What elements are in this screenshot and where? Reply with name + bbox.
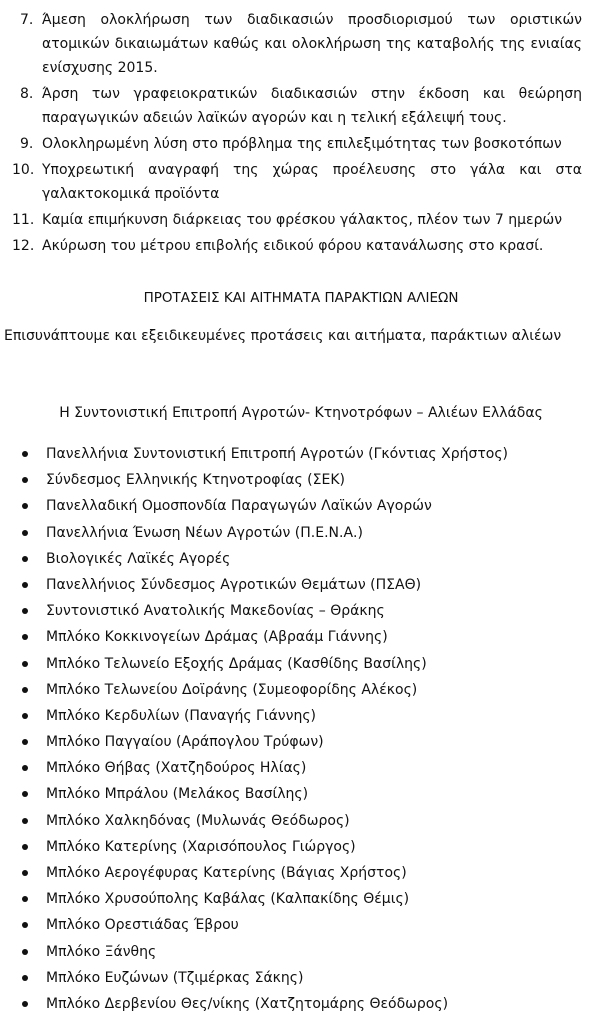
member-item — [0, 784, 602, 810]
bullet-icon — [22, 922, 28, 928]
bullet-icon — [22, 765, 28, 771]
item-text: Υποχρεωτική αναγραφή της χώρας προέλευσης στο γάλα και στα γαλακτοκομικά προϊόντα — [42, 162, 582, 202]
item-text: Άμεση ολοκλήρωση των διαδικασιών προσδιορισμού των οριστικών ατομικών δικαιωμάτων καθώς και ολοκλήρωση της καταβολής της ενιαίας ενίσχυσης 2015. — [42, 12, 582, 76]
member-item — [0, 968, 602, 994]
member-name: Σύνδεσμος Ελληνικής Κτηνοτροφίας (ΣΕΚ) — [46, 472, 345, 489]
member-name: Μπλόκο Χαλκηδόνας (Μυλωνάς Θεόδωρος) — [46, 812, 350, 829]
member-name: Μπλόκο Ορεστιάδας Έβρου — [46, 917, 239, 934]
member-name: Πανελλαδική Ομοσπονδία Παραγωγών Λαϊκών Αγορών — [46, 498, 432, 515]
item-number: 9. — [20, 136, 34, 152]
member-name: Μπλόκο Δερβενίου Θες/νίκης (Χατζητομάρης Θεόδωρος) — [46, 995, 449, 1012]
bullet-icon — [22, 634, 28, 640]
member-item — [0, 811, 602, 837]
item-text: Ολοκληρωμένη λύση στο πρόβλημα της επιλεξιμότητας των βοσκοτόπων — [42, 136, 562, 152]
member-name: Μπλόκο Τελωνείο Εξοχής Δράμας (Κασθίδης Βασίλης) — [46, 655, 427, 672]
member-name: Μπλόκο Αερογέφυρας Κατερίνης (Βάγιας Χρήστος) — [46, 865, 407, 881]
item-text: Άρση των γραφειοκρατικών διαδικασιών στην έκδοση και θεώρηση παραγωγικών αδειών λαϊκών αγορών και η τελική εξάλειψή τους. — [42, 86, 582, 126]
member-name: Πανελλήνια Συντονιστική Επιτροπή Αγροτών (Γκόντιας Χρήστος) — [46, 446, 508, 462]
bullet-icon — [22, 739, 28, 745]
item-text: Ακύρωση του μέτρου επιβολής ειδικού φόρου κατανάλωσης στο κρασί. — [42, 238, 544, 254]
member-name: Μπλόκο Χρυσούπολης Καβάλας (Καλπακίδης Θέμις) — [46, 891, 410, 908]
member-name: Μπλόκο Κερδυλίων (Παναγής Γιάννης) — [46, 707, 316, 724]
bullet-icon — [22, 1001, 28, 1007]
member-item — [0, 994, 602, 1020]
bullet-icon — [22, 713, 28, 719]
bullet-icon — [22, 661, 28, 667]
member-name: Συντονιστικό Ανατολικής Μακεδονίας – Θράκης — [46, 603, 385, 620]
bullet-icon — [22, 530, 28, 536]
bullet-icon — [22, 503, 28, 509]
member-name: Μπλόκο Κατερίνης (Χαρισόπουλος Γιώργος) — [46, 838, 356, 855]
bullet-icon — [22, 582, 28, 588]
list-item — [0, 208, 602, 232]
bullet-icon — [22, 844, 28, 850]
member-item — [0, 706, 602, 732]
member-item — [0, 549, 602, 575]
bullet-icon — [22, 975, 28, 981]
list-item — [0, 234, 602, 258]
member-name: Μπλόκο Κοκκινογείων Δράμας (Αβραάμ Γιάννης) — [46, 629, 388, 646]
item-number: 12. — [12, 238, 35, 254]
bullet-icon — [22, 818, 28, 824]
member-name: Μπλόκο Ευζώνων (Τζιμέρκας Σάκης) — [46, 969, 304, 986]
member-name: Μπλόκο Μπράλου (Μελάκος Βασίλης) — [46, 786, 309, 803]
member-name: Μπλόκο Θήβας (Χατζηδούρος Ηλίας) — [46, 760, 307, 777]
bullet-icon — [22, 870, 28, 876]
member-item — [0, 837, 602, 863]
member-name: Βιολογικές Λαϊκές Αγορές — [46, 550, 231, 567]
member-item — [0, 732, 602, 758]
bullet-icon — [22, 791, 28, 797]
member-name: Μπλόκο Τελωνείου Δοϊράνης (Συμεοφορίδης Αλέκος) — [46, 681, 418, 698]
member-item — [0, 523, 602, 549]
item-number: 7. — [20, 12, 34, 28]
member-name: Πανελλήνια Ένωση Νέων Αγροτών (Π.Ε.Ν.Α.) — [46, 524, 363, 541]
list-item — [0, 8, 602, 80]
demands-list — [0, 8, 602, 260]
member-name: Μπλόκο Παγγαίου (Αράπογλου Τρύφων) — [46, 734, 324, 751]
item-number: 11. — [12, 212, 35, 228]
member-item — [0, 680, 602, 706]
item-text: Καμία επιμήκυνση διάρκειας του φρέσκου γάλακτος, πλέον των 7 ημερών — [42, 212, 563, 228]
list-item — [0, 132, 602, 156]
bullet-icon — [22, 451, 28, 457]
committee-title: Η Συντονιστική Επιτροπή Αγροτών- Κτηνοτρόφων – Αλιέων Ελλάδας — [59, 405, 543, 421]
member-item — [0, 889, 602, 915]
members-list — [0, 444, 602, 1020]
member-item — [0, 496, 602, 522]
bullet-icon — [22, 608, 28, 614]
list-item — [0, 82, 602, 130]
section-heading: ΠΡΟΤΑΣΕΙΣ ΚΑΙ ΑΙΤΗΜΑΤΑ ΠΑΡΑΚΤΙΩΝ ΑΛΙΕΩΝ — [143, 290, 459, 306]
intro-text: Επισυνάπτουμε και εξειδικευμένες προτάσεις και αιτήματα, παράκτιων αλιέων — [4, 328, 562, 344]
bullet-icon — [22, 556, 28, 562]
member-name: Μπλόκο Ξάνθης — [46, 943, 157, 960]
bullet-icon — [22, 477, 28, 483]
member-item — [0, 470, 602, 496]
member-item — [0, 575, 602, 601]
item-number: 10. — [12, 162, 35, 178]
bullet-icon — [22, 687, 28, 693]
bullet-icon — [22, 949, 28, 955]
bullet-icon — [22, 896, 28, 902]
list-item — [0, 158, 602, 206]
member-item — [0, 758, 602, 784]
member-item — [0, 654, 602, 680]
member-item — [0, 627, 602, 653]
member-name: Πανελλήνιος Σύνδεσμος Αγροτικών Θεμάτων (ΠΣΑΘ) — [46, 576, 422, 593]
member-item — [0, 863, 602, 889]
member-item — [0, 915, 602, 941]
item-number: 8. — [20, 86, 34, 102]
member-item — [0, 942, 602, 968]
member-item — [0, 444, 602, 470]
member-item — [0, 601, 602, 627]
